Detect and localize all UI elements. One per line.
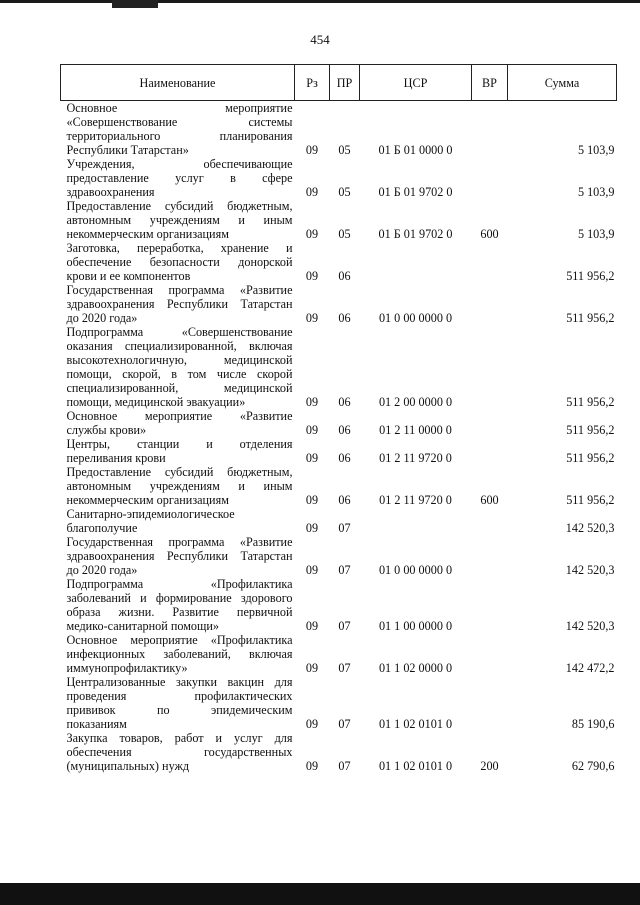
row-csr: 01 0 00 0000 0 xyxy=(378,311,453,325)
row-csr: 01 1 02 0101 0 xyxy=(378,759,453,773)
row-name-line: автономным учреждениям и иным xyxy=(66,479,293,493)
row-name xyxy=(61,409,295,437)
row-sum: 5 103,9 xyxy=(577,227,615,241)
table-row xyxy=(61,465,617,507)
table-header-row xyxy=(61,65,617,101)
row-name xyxy=(61,465,295,507)
table-row xyxy=(61,535,617,577)
table-row xyxy=(61,325,617,409)
row-name-line: специализированной, медицинской xyxy=(66,381,293,395)
row-csr: 01 2 00 0000 0 xyxy=(378,395,453,409)
row-name xyxy=(61,633,295,675)
row-sum: 511 956,2 xyxy=(566,269,615,283)
row-vr xyxy=(472,241,508,283)
row-name-line: Заготовка, переработка, хранение и xyxy=(66,241,293,255)
row-pr: 06 xyxy=(338,423,351,437)
row-name-line: Предоставление субсидий бюджетным, xyxy=(66,465,293,479)
header-csr: ЦСР xyxy=(360,65,472,101)
row-rz: 09 xyxy=(305,269,319,283)
row-csr: 01 2 11 9720 0 xyxy=(379,493,452,507)
row-rz: 09 xyxy=(305,563,319,577)
row-csr xyxy=(360,241,472,283)
row-csr: 01 1 02 0101 0 xyxy=(378,717,453,731)
row-name-line: иммунопрофилактику» xyxy=(66,661,188,675)
row-name-line: Учреждения, обеспечивающие xyxy=(66,157,293,171)
row-rz: 09 xyxy=(305,185,319,199)
row-name xyxy=(61,437,295,465)
row-name-line: крови и ее компонентов xyxy=(66,269,191,283)
table-row xyxy=(61,633,617,675)
row-name-line: образа жизни. Развитие первичной xyxy=(66,605,293,619)
row-csr: 01 2 11 0000 0 xyxy=(379,423,452,437)
table-row xyxy=(61,675,617,731)
row-name-line: обеспечения государственных xyxy=(66,745,293,759)
table-row xyxy=(61,437,617,465)
row-name-line: инфекционных заболеваний, включая xyxy=(66,647,293,661)
row-name xyxy=(61,535,295,577)
row-name-line: здравоохранения xyxy=(66,185,155,199)
row-name-line: Централизованные закупки вакцин для xyxy=(66,675,293,689)
row-vr xyxy=(472,633,508,675)
row-name-line: Центры, станции и отделения xyxy=(66,437,293,451)
row-vr xyxy=(472,283,508,325)
row-rz: 09 xyxy=(305,661,319,675)
row-name xyxy=(61,157,295,199)
row-pr: 07 xyxy=(338,661,351,675)
row-sum: 85 190,6 xyxy=(571,717,615,731)
row-pr: 05 xyxy=(338,143,351,157)
row-vr xyxy=(472,157,508,199)
row-name-line: Предоставление субсидий бюджетным, xyxy=(66,199,293,213)
row-name-line: Республики Татарстан» xyxy=(66,143,189,157)
row-name-line: здравоохранения Республики Татарстан xyxy=(66,297,293,311)
row-name-line: благополучие xyxy=(66,521,138,535)
row-name xyxy=(61,675,295,731)
table-row xyxy=(61,577,617,633)
table-row xyxy=(61,409,617,437)
row-csr: 01 Б 01 9702 0 xyxy=(378,185,453,199)
row-csr: 01 2 11 9720 0 xyxy=(379,451,452,465)
row-name-line: «Совершенствование системы xyxy=(66,115,293,129)
row-name xyxy=(61,199,295,241)
row-name-line: помощи, скорой, в том числе скорой xyxy=(66,367,293,381)
row-rz: 09 xyxy=(305,493,319,507)
table-row xyxy=(61,101,617,158)
row-sum: 5 103,9 xyxy=(577,185,615,199)
table-row xyxy=(61,283,617,325)
row-csr: 01 Б 01 9702 0 xyxy=(378,227,453,241)
row-name-line: Закупка товаров, работ и услуг для xyxy=(66,731,293,745)
header-name: Наименование xyxy=(61,65,295,101)
row-name-line: оказания специализированной, включая xyxy=(66,339,293,353)
row-name-line: высокотехнологичную, медицинской xyxy=(66,353,293,367)
row-name-line: некоммерческим организациям xyxy=(66,493,229,507)
row-sum: 142 472,2 xyxy=(565,661,615,675)
row-name xyxy=(61,283,295,325)
row-name-line: Государственная программа «Развитие xyxy=(66,535,293,549)
row-name-line: Основное мероприятие «Профилактика xyxy=(66,633,293,647)
row-csr: 01 1 00 0000 0 xyxy=(378,619,453,633)
row-vr: 600 xyxy=(480,227,499,241)
row-name-line: автономным учреждениям и иным xyxy=(66,213,293,227)
row-name-line: Государственная программа «Развитие xyxy=(66,283,293,297)
row-rz: 09 xyxy=(305,311,319,325)
row-pr: 07 xyxy=(338,759,351,773)
bottom-scan-edge xyxy=(0,883,640,905)
row-name xyxy=(61,101,295,158)
top-scan-edge xyxy=(0,0,640,3)
row-rz: 09 xyxy=(305,423,319,437)
row-name-line: Основное мероприятие «Развитие xyxy=(66,409,293,423)
row-pr: 06 xyxy=(338,493,351,507)
row-csr: 01 1 02 0000 0 xyxy=(378,661,453,675)
row-sum: 511 956,2 xyxy=(566,493,615,507)
row-pr: 05 xyxy=(338,227,351,241)
table-body xyxy=(61,101,617,774)
row-sum: 62 790,6 xyxy=(571,759,615,773)
row-csr: 01 Б 01 0000 0 xyxy=(378,143,453,157)
row-vr xyxy=(472,577,508,633)
row-name-line: (муниципальных) нужд xyxy=(66,759,190,773)
row-name xyxy=(61,731,295,773)
row-rz: 09 xyxy=(305,227,319,241)
row-pr: 07 xyxy=(338,619,351,633)
row-rz: 09 xyxy=(305,717,319,731)
row-vr xyxy=(472,535,508,577)
row-name-line: до 2020 года» xyxy=(66,311,138,325)
row-name-line: показаниям xyxy=(66,717,127,731)
row-sum: 142 520,3 xyxy=(565,619,615,633)
row-name-line: помощи, медицинской эвакуации» xyxy=(66,395,246,409)
row-vr xyxy=(472,325,508,409)
row-pr: 06 xyxy=(338,269,351,283)
row-sum: 511 956,2 xyxy=(566,311,615,325)
row-name xyxy=(61,241,295,283)
row-vr xyxy=(472,675,508,731)
row-name-line: Подпрограмма «Совершенствование xyxy=(66,325,293,339)
row-name-line: территориального планирования xyxy=(66,129,293,143)
budget-table xyxy=(60,64,617,773)
row-sum: 511 956,2 xyxy=(566,395,615,409)
row-sum: 511 956,2 xyxy=(566,423,615,437)
row-csr xyxy=(360,507,472,535)
table-row xyxy=(61,157,617,199)
row-vr xyxy=(472,437,508,465)
header-rz: Рз xyxy=(295,65,330,101)
table-row xyxy=(61,241,617,283)
row-name-line: Основное мероприятие xyxy=(66,101,293,115)
header-vr: ВР xyxy=(472,65,508,101)
row-name-line: службы крови» xyxy=(66,423,147,437)
row-rz: 09 xyxy=(305,521,319,535)
row-name-line: заболеваний и формирование здорового xyxy=(66,591,293,605)
row-vr xyxy=(472,507,508,535)
row-csr: 01 0 00 0000 0 xyxy=(378,563,453,577)
table-row xyxy=(61,507,617,535)
row-vr xyxy=(472,409,508,437)
row-pr: 06 xyxy=(338,395,351,409)
row-pr: 06 xyxy=(338,311,351,325)
row-name-line: Санитарно-эпидемиологическое xyxy=(66,507,235,521)
header-sum: Сумма xyxy=(508,65,617,101)
row-sum: 5 103,9 xyxy=(577,143,615,157)
row-vr: 600 xyxy=(480,493,499,507)
row-pr: 05 xyxy=(338,185,351,199)
row-pr: 07 xyxy=(338,717,351,731)
row-rz: 09 xyxy=(305,759,319,773)
row-name-line: здравоохранения Республики Татарстан xyxy=(66,549,293,563)
row-rz: 09 xyxy=(305,395,319,409)
row-name-line: прививок по эпидемическим xyxy=(66,703,293,717)
row-name xyxy=(61,577,295,633)
row-pr: 07 xyxy=(338,563,351,577)
row-pr: 06 xyxy=(338,451,351,465)
row-rz: 09 xyxy=(305,451,319,465)
row-name-line: проведения профилактических xyxy=(66,689,293,703)
row-sum: 511 956,2 xyxy=(566,451,615,465)
row-pr: 07 xyxy=(338,521,351,535)
row-sum: 142 520,3 xyxy=(565,521,615,535)
row-name-line: обеспечение безопасности донорской xyxy=(66,255,293,269)
row-name xyxy=(61,507,295,535)
row-name-line: медико-санитарной помощи» xyxy=(66,619,220,633)
header-pr: ПР xyxy=(330,65,360,101)
top-scan-mark xyxy=(112,0,158,8)
row-vr xyxy=(472,101,508,158)
row-vr: 200 xyxy=(480,759,499,773)
row-name-line: до 2020 года» xyxy=(66,563,138,577)
row-name-line: предоставление услуг в сфере xyxy=(66,171,293,185)
row-rz: 09 xyxy=(305,143,319,157)
table-row xyxy=(61,731,617,773)
row-rz: 09 xyxy=(305,619,319,633)
page-number: 454 xyxy=(310,32,330,47)
table-row xyxy=(61,199,617,241)
row-name xyxy=(61,325,295,409)
row-sum: 142 520,3 xyxy=(565,563,615,577)
row-name-line: некоммерческим организациям xyxy=(66,227,229,241)
row-name-line: Подпрограмма «Профилактика xyxy=(66,577,293,591)
row-name-line: переливания крови xyxy=(66,451,166,465)
